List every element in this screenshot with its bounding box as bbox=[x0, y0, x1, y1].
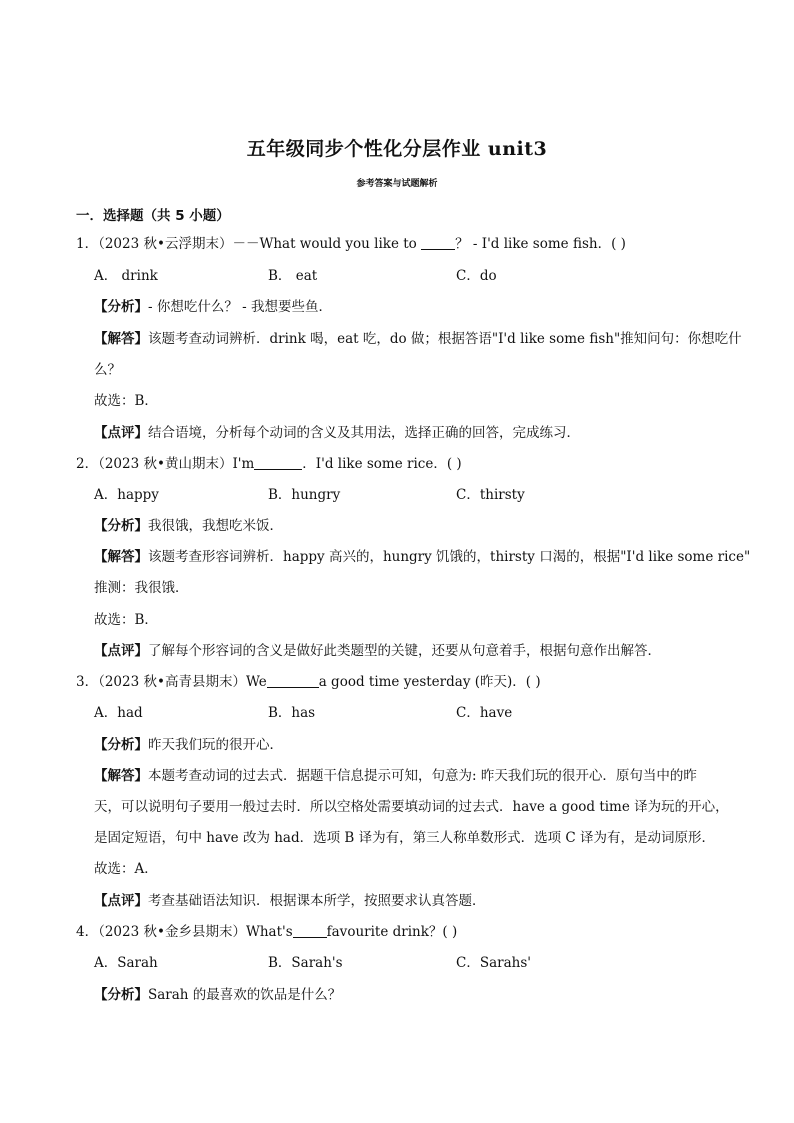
q1-option-a: A． drink bbox=[94, 268, 158, 284]
q4-option-b: B．Sarah's bbox=[268, 955, 343, 971]
q3-choice: 故选：A． bbox=[94, 861, 158, 877]
q1-comment: 【点评】结合语境，分析每个动词的含义及其用法，选择正确的回答，完成练习． bbox=[94, 425, 580, 441]
q3-option-a: A．had bbox=[94, 705, 143, 721]
q1-choice: 故选：B． bbox=[94, 393, 158, 409]
answer-blank bbox=[254, 455, 302, 470]
q3-answer: 【解答】本题考查动词的过去式．据题干信息提示可知，句意为: 昨天我们玩的很开心．原句当中的昨 bbox=[94, 768, 697, 784]
q2-answer-cont: 推测：我很饿． bbox=[94, 580, 189, 596]
q1-option-b: B． eat bbox=[268, 268, 318, 284]
q4-option-a: A．Sarah bbox=[94, 955, 158, 971]
q1-answer-cont: 么？ bbox=[94, 362, 121, 378]
q2-choice: 故选：B． bbox=[94, 612, 158, 628]
q3-analysis: 【分析】昨天我们玩的很开心． bbox=[94, 737, 283, 753]
page-subtitle: 参考答案与试题解析 bbox=[356, 179, 438, 189]
q2-option-a: A．happy bbox=[94, 487, 159, 503]
q2-comment: 【点评】了解每个形容词的含义是做好此类题型的关键，还要从句意着手，根据句意作出解答． bbox=[94, 643, 661, 659]
q3-answer-cont-2: 是固定短语，句中 have 改为 had．选项 B 译为有，第三人称单数形式．选项 C 译为有，是动词原形． bbox=[94, 830, 716, 846]
q1-answer: 【解答】该题考查动词辨析．drink 喝，eat 吃，do 做；根据答语"I'd like some fish"推知问句：你想吃什 bbox=[94, 331, 742, 347]
q3-comment: 【点评】考查基础语法知识．根据课本所学，按照要求认真答题． bbox=[94, 893, 486, 909]
q4-option-c: C．Sarahs' bbox=[456, 955, 531, 971]
q2-analysis: 【分析】我很饿，我想吃米饭． bbox=[94, 518, 283, 534]
question-3: 3．（2023 秋•高青县期末）We a good time yesterday (昨天)．( ) bbox=[76, 674, 541, 690]
q2-option-c: C．thirsty bbox=[456, 487, 525, 503]
section-heading: 一．选择题（共 5 小题） bbox=[76, 208, 230, 224]
question-4: 4．（2023 秋•金乡县期末）What's favourite drink？( ) bbox=[76, 924, 458, 940]
question-1: 1．（2023 秋•云浮期末）－－What would you like to ？ - I'd like some fish．( ) bbox=[76, 236, 626, 252]
answer-blank bbox=[421, 235, 455, 250]
q3-answer-cont-1: 天，可以说明句子要用一般过去时．所以空格处需要填动词的过去式．have a good time 译为玩的开心， bbox=[94, 799, 729, 815]
q1-analysis: 【分析】- 你想吃什么？ - 我想要些鱼． bbox=[94, 299, 332, 315]
q1-option-c: C．do bbox=[456, 268, 497, 284]
q4-analysis: 【分析】Sarah 的最喜欢的饮品是什么？ bbox=[94, 987, 342, 1003]
answer-blank bbox=[293, 923, 327, 938]
q2-option-b: B．hungry bbox=[268, 487, 341, 503]
q2-answer: 【解答】该题考查形容词辨析．happy 高兴的，hungry 饥饿的，thirsty 口渴的，根据"I'd like some rice" bbox=[94, 549, 751, 565]
question-2: 2．（2023 秋•黄山期末）I'm ．I'd like some rice．( ) bbox=[76, 456, 462, 472]
q3-option-c: C．have bbox=[456, 705, 513, 721]
answer-blank bbox=[267, 673, 319, 688]
page-title: 五年级同步个性化分层作业 unit3 bbox=[246, 138, 548, 160]
q3-option-b: B．has bbox=[268, 705, 316, 721]
